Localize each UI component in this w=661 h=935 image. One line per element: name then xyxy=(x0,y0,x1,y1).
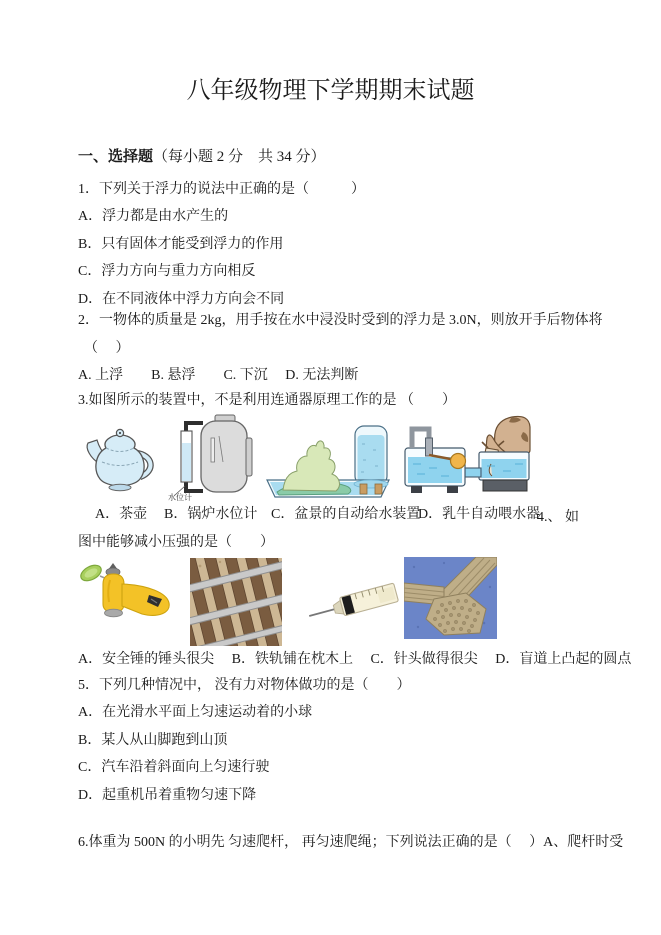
figure-caption-teapot: A．茶壶 xyxy=(95,507,148,522)
bottle-support xyxy=(375,484,382,494)
bottle-water xyxy=(358,435,385,482)
boiler-tank xyxy=(201,421,247,492)
connecting-pipe xyxy=(465,468,481,477)
rockery xyxy=(283,441,339,491)
teapot-body xyxy=(96,435,144,486)
question-1-option-a: A．浮力都是由水产生的 xyxy=(78,209,229,224)
teapot-icon xyxy=(78,414,163,499)
section-heading-note: （每小题 2 分 共 34 分） xyxy=(153,149,326,165)
tactile-paving-icon xyxy=(404,557,497,639)
question-5-option-d: D．起重机吊着重物匀速下降 xyxy=(78,788,257,803)
figure-caption-bonsai: C．盆景的自动给水装置 xyxy=(271,507,421,522)
question-5-stem: 5．下列几种情况中， 没有力对物体做功的是（ ） xyxy=(78,678,411,693)
cow-feeder-figure xyxy=(399,408,531,496)
figure-caption-cow: D．乳牛自动喂水器 xyxy=(418,507,541,522)
figure-caption-boiler: B．锅炉水位计 xyxy=(164,507,258,522)
question-1-option-d: D．在不同液体中浮力方向会不同 xyxy=(78,292,285,307)
question-1-option-b: B．只有固体才能受到浮力的作用 xyxy=(78,237,284,252)
question-1-option-c: C．浮力方向与重力方向相反 xyxy=(78,264,256,279)
hammer-bottom-cap xyxy=(105,609,123,617)
bonsai-watering-figure xyxy=(263,422,393,502)
boiler-water-level-gauge-icon xyxy=(167,410,259,502)
float-valve xyxy=(426,438,433,456)
question-2-stem-parens: （ ） xyxy=(84,341,130,356)
boiler-side-pipe xyxy=(246,438,252,476)
teapot-figure xyxy=(78,414,163,499)
right-trough-water xyxy=(482,459,527,478)
syringe-icon xyxy=(305,560,400,640)
page-title: 八年级物理下学期期末试题 xyxy=(186,78,475,104)
float-ball xyxy=(451,454,466,469)
gauge-bottom-pipe xyxy=(186,482,203,491)
question-5-option-a: A．在光滑水平面上匀速运动着的小球 xyxy=(78,705,313,720)
question-4-captions: A．安全锤的锤头很尖 B．铁轨铺在枕木上 C．针头做得很尖 D．盲道上凸起的圆点 xyxy=(78,652,632,667)
question-6-stem: 6.体重为 500N 的小明先 匀速爬杆， 再匀速爬绳；下列说法正确的是（ ）A、爬杆时受 xyxy=(78,835,624,850)
trough-foot xyxy=(411,486,422,493)
question-3-stem: 3.如图所示的装置中，不是利用连通器原理工作的是 （ ） xyxy=(78,393,456,408)
gauge-label: 水位计 xyxy=(168,493,192,502)
railway-figure xyxy=(190,558,282,646)
trough-foot xyxy=(447,486,458,493)
question-4-stem-line2: 图中能够减小压强的是（ ） xyxy=(78,535,274,550)
hammer-handle xyxy=(122,584,169,615)
teapot-base xyxy=(109,484,131,490)
section-heading xyxy=(78,148,326,166)
question-2-options: A. 上浮 B. 悬浮 C. 下沉 D. 无法判断 xyxy=(78,368,359,383)
safety-hammer-figure xyxy=(70,560,175,642)
question-2-stem: 2．一物体的质量是 2kg，用手按在水中浸没时受到的浮力是 3.0N，则放开手后物体将 xyxy=(78,313,603,328)
section-heading-label: 一、选择题 xyxy=(78,149,154,165)
railway-sleepers-icon xyxy=(190,558,282,646)
gauge-water xyxy=(182,443,191,481)
bonsai-auto-watering-icon xyxy=(263,422,393,502)
right-trough-base xyxy=(483,480,527,491)
hammer-head xyxy=(103,574,124,612)
syringe-figure xyxy=(305,560,400,640)
question-4-stem-inline: 4.、 如 xyxy=(537,510,579,525)
needle xyxy=(309,609,334,616)
question-1-stem: 1．下列关于浮力的说法中正确的是（ ） xyxy=(78,182,365,197)
question-5-option-c: C．汽车沿着斜面向上匀速行驶 xyxy=(78,760,270,775)
cow-auto-waterer-icon xyxy=(399,408,531,496)
safety-hammer-icon xyxy=(70,560,175,642)
tactile-paving-figure xyxy=(404,557,497,639)
boiler-figure xyxy=(167,410,259,502)
bottle-support xyxy=(360,484,367,494)
question-5-option-b: B．某人从山脚跑到山顶 xyxy=(78,733,228,748)
